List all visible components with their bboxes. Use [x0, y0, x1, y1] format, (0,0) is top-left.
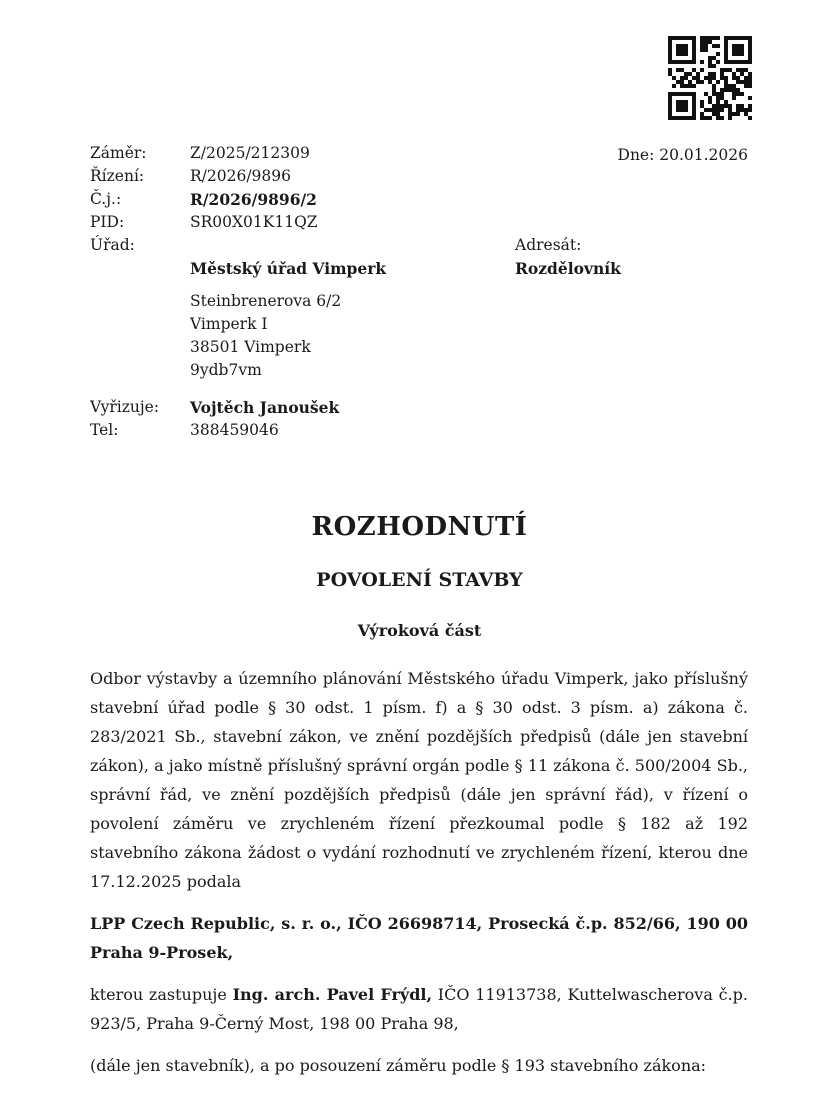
tel-label: Tel:	[90, 421, 119, 439]
header-row-cj	[90, 188, 748, 211]
section-heading: Výroková část	[357, 621, 482, 640]
document-title: ROZHODNUTÍ	[311, 512, 528, 542]
office-address-district: Vimperk I	[190, 315, 268, 333]
zamer-value: Z/2025/212309	[190, 144, 310, 162]
rizeni-label: Řízení:	[90, 167, 145, 185]
document-body	[90, 664, 748, 1080]
vyrizuje-label: Vyřizuje:	[90, 398, 160, 416]
header-row-pid	[90, 211, 748, 234]
adresat-label: Adresát:	[515, 236, 582, 254]
cj-value: R/2026/9896/2	[190, 190, 317, 209]
pid-label: PID:	[90, 213, 125, 231]
urad-label: Úřad:	[90, 236, 135, 254]
office-name: Městský úřad Vimperk	[190, 259, 387, 278]
applicant-paragraph: LPP Czech Republic, s. r. o., IČO 26698714, Prosecká č.p. 852/66, 190 00 Praha 9-Prosek,	[90, 914, 748, 962]
urad-value	[190, 234, 748, 257]
office-address-city: 38501 Vimperk	[190, 338, 311, 356]
document-header	[90, 142, 748, 442]
rep-suffix: IČO 11913738, Kuttelwascherova č.p. 923/5, Praha 9-Černý Most, 198 00 Praha 98,	[90, 985, 748, 1033]
header-row-zamer	[90, 142, 748, 165]
office-address	[190, 290, 748, 382]
zamer-label: Záměr:	[90, 144, 147, 162]
header-row-urad	[90, 234, 748, 257]
adresat-value: Rozdělovník	[515, 259, 621, 278]
pid-value: SR00X01K11QZ	[190, 213, 318, 231]
rep-prefix: kterou zastupuje	[90, 985, 233, 1004]
tel-value: 388459046	[190, 421, 279, 439]
office-address-code: 9ydb7vm	[190, 361, 262, 379]
representative-paragraph	[90, 980, 748, 1038]
office-address-street: Steinbrenerova 6/2	[190, 292, 342, 310]
header-row-vyrizuje	[90, 396, 748, 419]
contact-rows	[90, 396, 748, 442]
header-row-rizeni	[90, 165, 748, 188]
header-row-tel	[90, 419, 748, 442]
document-date: Dne: 20.01.2026	[617, 146, 748, 164]
qr-code-icon	[668, 36, 752, 120]
closing-paragraph: (dále jen stavebník), a po posouzení záměru podle § 193 stavebního zákona:	[90, 1056, 707, 1075]
rizeni-value: R/2026/9896	[190, 167, 292, 185]
vyrizuje-value: Vojtěch Janoušek	[190, 398, 340, 417]
intro-paragraph: Odbor výstavby a územního plánování Městského úřadu Vimperk, jako příslušný stavební úřad podle § 30 odst. 1 písm. f) a § 30 odst. 3 písm. a) zákona č. 283/2021 Sb., stavební zákon, ve znění pozdějších předpisů (dále jen stavební zákon), a jako místně příslušný správní orgán podle § 11 zákona č. 500/2004 Sb., správní řád, ve znění pozdějších předpisů (dále jen správní řád), v řízení o povolení záměru ve zrychleném řízení přezkoumal podle § 182 až 192 stavebního zákona žádost o vydání rozhodnutí ve zrychleném řízení, kterou dne 17.12.2025 podala	[90, 669, 748, 891]
rep-name: Ing. arch. Pavel Frýdl,	[232, 985, 433, 1004]
document-subtitle: POVOLENÍ STAVBY	[316, 569, 523, 591]
cj-label: Č.j.:	[90, 190, 122, 208]
